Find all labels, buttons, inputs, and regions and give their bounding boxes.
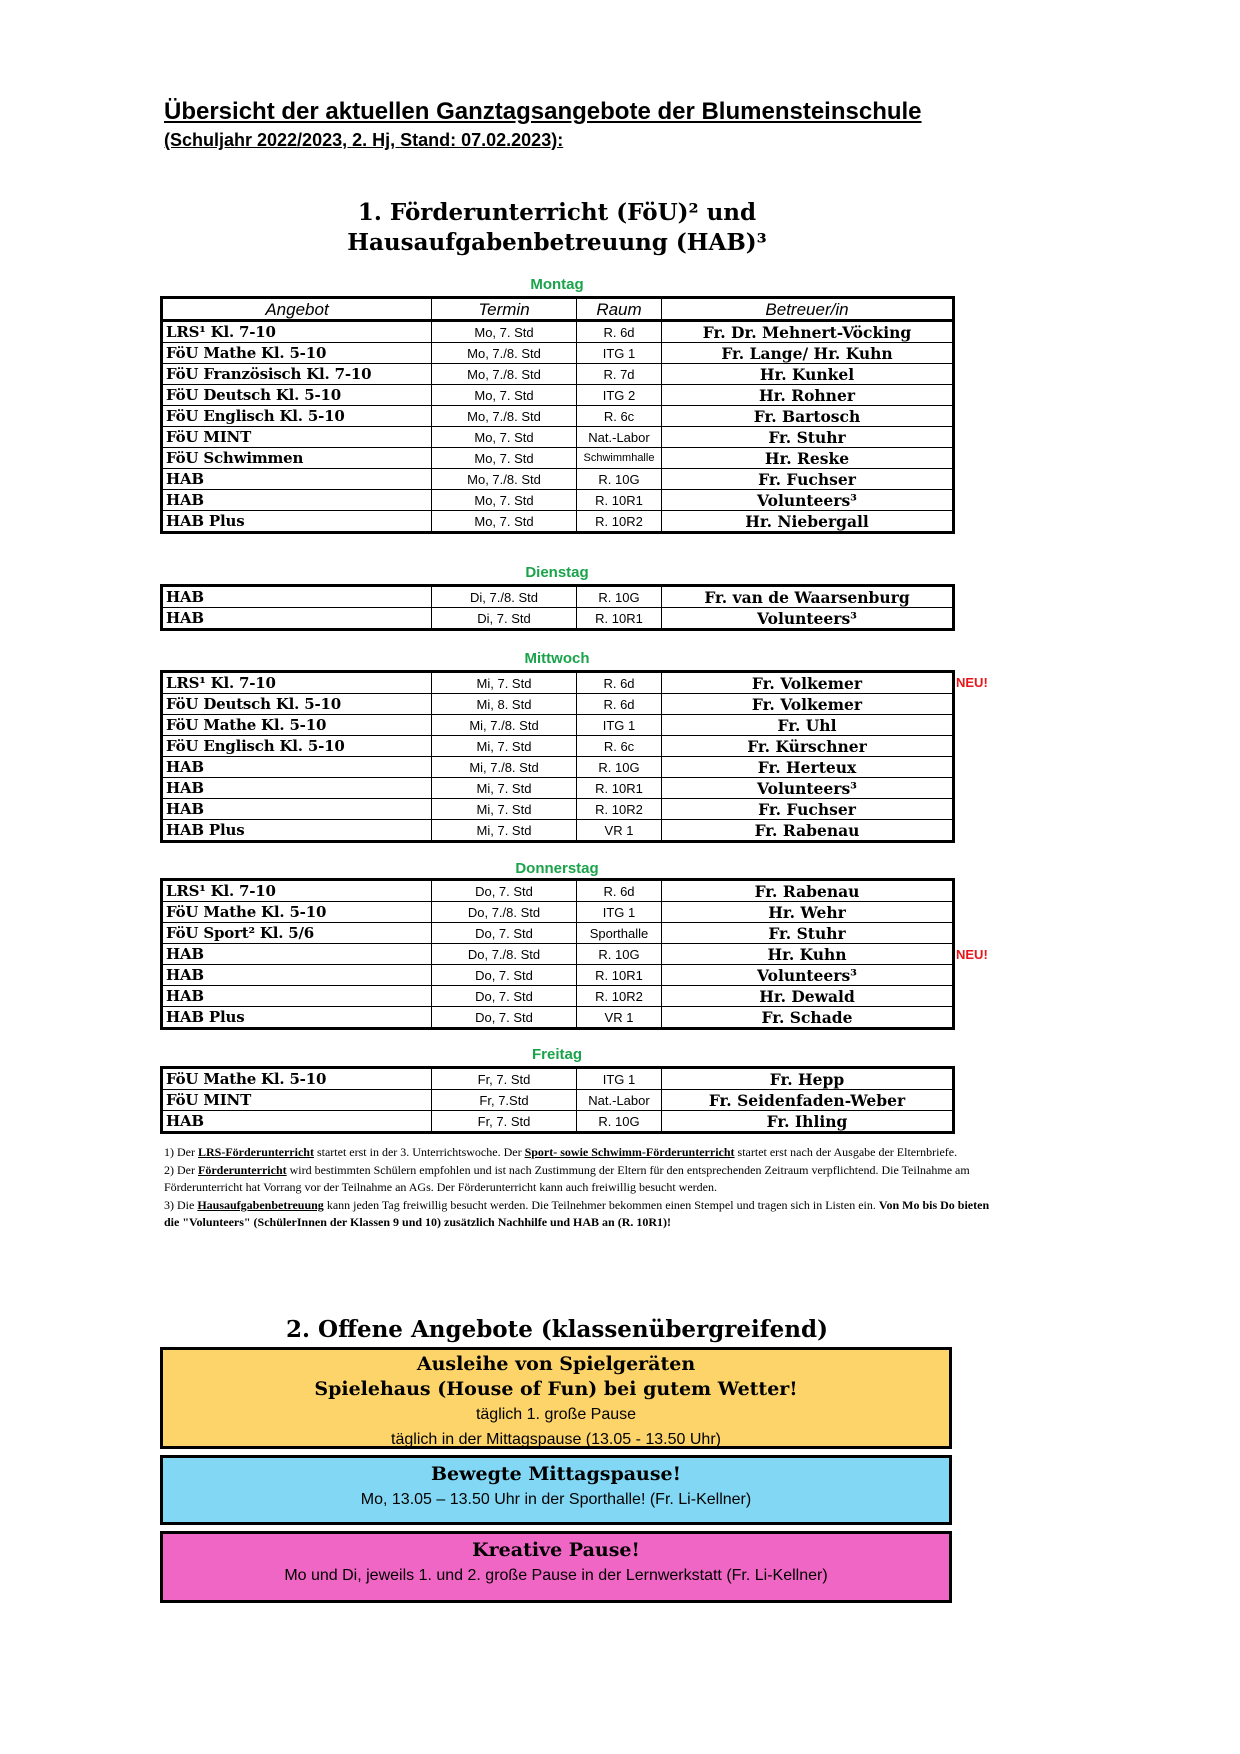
box-spielgeraete: [160, 1347, 952, 1449]
cell-angebot: FöU Englisch Kl. 5-10: [162, 736, 432, 757]
cell-betreuer: Fr. Rabenau: [662, 820, 954, 842]
table-row: [162, 427, 954, 448]
cell-betreuer: Fr. van de Waarsenburg: [662, 586, 954, 608]
cell-raum: R. 6d: [577, 694, 662, 715]
cell-betreuer: Hr. Wehr: [662, 902, 954, 923]
table-row: [162, 385, 954, 406]
cell-angebot: FöU Deutsch Kl. 5-10: [162, 385, 432, 406]
box1-title1: Ausleihe von Spielgeräten: [416, 1353, 696, 1375]
cell-betreuer: Fr. Volkemer: [662, 694, 954, 715]
cell-angebot: HAB: [162, 778, 432, 799]
cell-angebot: HAB: [162, 986, 432, 1007]
table-row: [162, 923, 954, 944]
table-montag: [160, 296, 955, 534]
table-donnerstag: [160, 878, 955, 1030]
cell-angebot: HAB: [162, 1111, 432, 1133]
cell-betreuer: Fr. Hepp: [662, 1068, 954, 1090]
cell-raum: R. 7d: [577, 364, 662, 385]
column-header-angebot: Angebot: [162, 298, 432, 321]
cell-termin: Do, 7. Std: [432, 923, 577, 944]
cell-termin: Mo, 7. Std: [432, 385, 577, 406]
cell-termin: Di, 7./8. Std: [432, 586, 577, 608]
cell-raum: R. 10G: [577, 944, 662, 965]
box3-line1: Mo und Di, jeweils 1. und 2. große Pause in der Lernwerkstatt (Fr. Li-Kellner): [284, 1567, 828, 1584]
neu-badge-mittwoch: NEU!: [956, 675, 988, 690]
cell-raum: R. 10R1: [577, 778, 662, 799]
cell-betreuer: Fr. Stuhr: [662, 427, 954, 448]
cell-termin: Mi, 7./8. Std: [432, 715, 577, 736]
cell-betreuer: Fr. Stuhr: [662, 923, 954, 944]
cell-termin: Mi, 7. Std: [432, 820, 577, 842]
table-row: [162, 944, 954, 965]
footnote-1: 1) Der LRS-Förderunterricht startet erst in der 3. Unterrichtswoche. Der Sport- sowie Schwimm-Förderunterricht startet erst nach der Ausgabe der Elternbriefe.: [164, 1145, 958, 1159]
neu-badge-donnerstag: NEU!: [956, 947, 988, 962]
cell-betreuer: Hr. Reske: [662, 448, 954, 469]
cell-raum: R. 6d: [577, 321, 662, 343]
cell-betreuer: Fr. Lange/ Hr. Kuhn: [662, 343, 954, 364]
cell-raum: VR 1: [577, 820, 662, 842]
cell-angebot: FöU MINT: [162, 1090, 432, 1111]
table-row: [162, 965, 954, 986]
cell-termin: Mo, 7./8. Std: [432, 406, 577, 427]
footnote-3: 3) Die Hausaufgabenbetreuung kann jeden Tag freiwillig besucht werden. Die Teilnehmer bekommen einen Stempel und tragen sich in Listen ein. Von Mo bis Do bieten die "Volunteers" (SchülerInnen der Klassen 9 und 10) zusätzlich Nachhilfe und HAB an (R. 10R1)!: [164, 1197, 990, 1229]
table-row: [162, 672, 954, 694]
table-row: [162, 364, 954, 385]
cell-betreuer: Fr. Ihling: [662, 1111, 954, 1133]
cell-raum: R. 6c: [577, 736, 662, 757]
cell-angebot: HAB: [162, 608, 432, 630]
cell-raum: R. 10R2: [577, 799, 662, 820]
page-subtitle: (Schuljahr 2022/2023, 2. Hj, Stand: 07.02.2023):: [164, 130, 564, 150]
table-row: [162, 902, 954, 923]
cell-raum: ITG 1: [577, 715, 662, 736]
cell-termin: Di, 7. Std: [432, 608, 577, 630]
cell-angebot: HAB: [162, 757, 432, 778]
cell-termin: Do, 7. Std: [432, 986, 577, 1007]
cell-raum: Schwimmhalle: [577, 448, 662, 469]
cell-termin: Mo, 7./8. Std: [432, 364, 577, 385]
table-row: [162, 1090, 954, 1111]
cell-betreuer: Volunteers³: [662, 608, 954, 630]
cell-raum: Nat.-Labor: [577, 1090, 662, 1111]
cell-termin: Mi, 7. Std: [432, 778, 577, 799]
table-mittwoch: [160, 670, 955, 843]
cell-angebot: FöU Schwimmen: [162, 448, 432, 469]
cell-betreuer: Fr. Dr. Mehnert-Vöcking: [662, 321, 954, 343]
cell-betreuer: Hr. Niebergall: [662, 511, 954, 533]
table-row: [162, 343, 954, 364]
cell-angebot: FöU Französisch Kl. 7-10: [162, 364, 432, 385]
cell-angebot: FöU MINT: [162, 427, 432, 448]
cell-angebot: HAB: [162, 469, 432, 490]
cell-termin: Fr, 7.Std: [432, 1090, 577, 1111]
cell-angebot: FöU Mathe Kl. 5-10: [162, 902, 432, 923]
cell-betreuer: Fr. Schade: [662, 1007, 954, 1029]
table-row: [162, 736, 954, 757]
day-label-freitag: Freitag: [531, 1046, 582, 1063]
cell-termin: Mi, 7. Std: [432, 672, 577, 694]
table-row: [162, 469, 954, 490]
table-row: [162, 820, 954, 842]
cell-raum: R. 10R1: [577, 965, 662, 986]
cell-angebot: HAB: [162, 586, 432, 608]
section1-heading-line1: 1. Förderunterricht (FöU)² und: [357, 199, 757, 226]
cell-angebot: HAB: [162, 944, 432, 965]
table-row: [162, 1111, 954, 1133]
cell-raum: VR 1: [577, 1007, 662, 1029]
box-bewegte-mittagspause: [160, 1455, 952, 1525]
cell-betreuer: Hr. Kunkel: [662, 364, 954, 385]
cell-raum: R. 10R2: [577, 986, 662, 1007]
cell-angebot: HAB: [162, 799, 432, 820]
table-row: [162, 586, 954, 608]
cell-termin: Mi, 7. Std: [432, 736, 577, 757]
cell-betreuer: Fr. Fuchser: [662, 469, 954, 490]
cell-termin: Mi, 8. Std: [432, 694, 577, 715]
table-freitag: [160, 1066, 955, 1134]
table-row: [162, 1068, 954, 1090]
column-header-termin: Termin: [432, 298, 577, 321]
cell-angebot: HAB: [162, 965, 432, 986]
page-title: Übersicht der aktuellen Ganztagsangebote der Blumensteinschule: [164, 98, 922, 125]
cell-raum: Sporthalle: [577, 923, 662, 944]
table-row: [162, 321, 954, 343]
section1-heading: [162, 198, 952, 258]
cell-angebot: FöU Mathe Kl. 5-10: [162, 715, 432, 736]
table-row: [162, 511, 954, 533]
cell-termin: Fr, 7. Std: [432, 1111, 577, 1133]
cell-angebot: LRS¹ Kl. 7-10: [162, 880, 432, 902]
cell-angebot: HAB Plus: [162, 820, 432, 842]
cell-angebot: FöU Deutsch Kl. 5-10: [162, 694, 432, 715]
box2-title: Bewegte Mittagspause!: [431, 1463, 681, 1485]
cell-betreuer: Hr. Kuhn: [662, 944, 954, 965]
table-header-row: [162, 298, 954, 321]
cell-betreuer: Volunteers³: [662, 490, 954, 511]
cell-betreuer: Volunteers³: [662, 778, 954, 799]
cell-termin: Do, 7. Std: [432, 1007, 577, 1029]
cell-betreuer: Fr. Fuchser: [662, 799, 954, 820]
cell-betreuer: Hr. Dewald: [662, 986, 954, 1007]
cell-termin: Do, 7./8. Std: [432, 902, 577, 923]
cell-raum: R. 10G: [577, 469, 662, 490]
box1-line1: täglich 1. große Pause: [475, 1406, 637, 1423]
cell-betreuer: Fr. Volkemer: [662, 672, 954, 694]
column-header-betreuer: Betreuer/in: [662, 298, 954, 321]
cell-betreuer: Fr. Kürschner: [662, 736, 954, 757]
cell-angebot: FöU Mathe Kl. 5-10: [162, 343, 432, 364]
table-dienstag: [160, 584, 955, 631]
cell-betreuer: Hr. Rohner: [662, 385, 954, 406]
day-label-dienstag: Dienstag: [525, 564, 589, 581]
cell-angebot: LRS¹ Kl. 7-10: [162, 321, 432, 343]
cell-termin: Mo, 7. Std: [432, 448, 577, 469]
cell-termin: Mi, 7./8. Std: [432, 757, 577, 778]
cell-betreuer: Fr. Bartosch: [662, 406, 954, 427]
cell-raum: ITG 1: [577, 343, 662, 364]
table-row: [162, 406, 954, 427]
cell-termin: Mo, 7./8. Std: [432, 469, 577, 490]
cell-raum: R. 6d: [577, 672, 662, 694]
table-row: [162, 880, 954, 902]
section2-heading: 2. Offene Angebote (klassenübergreifend): [286, 1316, 828, 1343]
day-label-mittwoch: Mittwoch: [524, 650, 590, 667]
cell-raum: R. 10G: [577, 586, 662, 608]
table-row: [162, 694, 954, 715]
cell-raum: R. 10G: [577, 1111, 662, 1133]
cell-termin: Do, 7./8. Std: [432, 944, 577, 965]
cell-termin: Mi, 7. Std: [432, 799, 577, 820]
cell-betreuer: Fr. Uhl: [662, 715, 954, 736]
footnotes: [164, 1144, 1004, 1232]
cell-betreuer: Fr. Seidenfaden-Weber: [662, 1090, 954, 1111]
table-row: [162, 448, 954, 469]
cell-betreuer: Fr. Rabenau: [662, 880, 954, 902]
cell-termin: Fr, 7. Std: [432, 1068, 577, 1090]
box-kreative-pause: [160, 1531, 952, 1603]
cell-termin: Do, 7. Std: [432, 880, 577, 902]
table-row: [162, 986, 954, 1007]
day-label-donnerstag: Donnerstag: [515, 860, 599, 877]
cell-raum: R. 6d: [577, 880, 662, 902]
cell-termin: Mo, 7. Std: [432, 427, 577, 448]
cell-angebot: HAB Plus: [162, 1007, 432, 1029]
cell-raum: ITG 2: [577, 385, 662, 406]
cell-termin: Mo, 7. Std: [432, 511, 577, 533]
table-row: [162, 1007, 954, 1029]
box1-line2: täglich in der Mittagspause (13.05 - 13.50 Uhr): [391, 1431, 721, 1448]
table-row: [162, 757, 954, 778]
table-row: [162, 778, 954, 799]
cell-betreuer: Fr. Herteux: [662, 757, 954, 778]
cell-raum: Nat.-Labor: [577, 427, 662, 448]
box1-title2: Spielehaus (House of Fun) bei gutem Wetter!: [314, 1378, 798, 1400]
box2-line1: Mo, 13.05 – 13.50 Uhr in der Sporthalle! (Fr. Li-Kellner): [360, 1491, 752, 1508]
section1-heading-line2: Hausaufgabenbetreuung (HAB)³: [347, 229, 767, 256]
day-label-montag: Montag: [530, 276, 584, 293]
cell-angebot: HAB: [162, 490, 432, 511]
cell-raum: ITG 1: [577, 1068, 662, 1090]
cell-raum: R. 10R1: [577, 608, 662, 630]
column-header-raum: Raum: [577, 298, 662, 321]
cell-raum: R. 10R1: [577, 490, 662, 511]
cell-termin: Mo, 7. Std: [432, 490, 577, 511]
table-row: [162, 799, 954, 820]
cell-angebot: FöU Sport² Kl. 5/6: [162, 923, 432, 944]
cell-angebot: FöU Englisch Kl. 5-10: [162, 406, 432, 427]
cell-angebot: FöU Mathe Kl. 5-10: [162, 1068, 432, 1090]
cell-raum: ITG 1: [577, 902, 662, 923]
cell-raum: R. 10R2: [577, 511, 662, 533]
cell-raum: R. 6c: [577, 406, 662, 427]
footnote-2: 2) Der Förderunterricht wird bestimmten Schülern empfohlen und ist nach Zustimmung der Eltern für den entsprechenden Zeitraum verpflichtend. Die Teilnahme am Förderunterricht hat Vorrang vor der Teilnahme an AGs. Der Förderunterricht kann auch freiwillig besucht werden.: [164, 1162, 970, 1194]
table-row: [162, 608, 954, 630]
cell-raum: R. 10G: [577, 757, 662, 778]
box3-title: Kreative Pause!: [472, 1539, 640, 1561]
table-row: [162, 490, 954, 511]
cell-termin: Mo, 7. Std: [432, 321, 577, 343]
table-row: [162, 715, 954, 736]
cell-termin: Mo, 7./8. Std: [432, 343, 577, 364]
cell-termin: Do, 7. Std: [432, 965, 577, 986]
cell-angebot: HAB Plus: [162, 511, 432, 533]
cell-angebot: LRS¹ Kl. 7-10: [162, 672, 432, 694]
cell-betreuer: Volunteers³: [662, 965, 954, 986]
